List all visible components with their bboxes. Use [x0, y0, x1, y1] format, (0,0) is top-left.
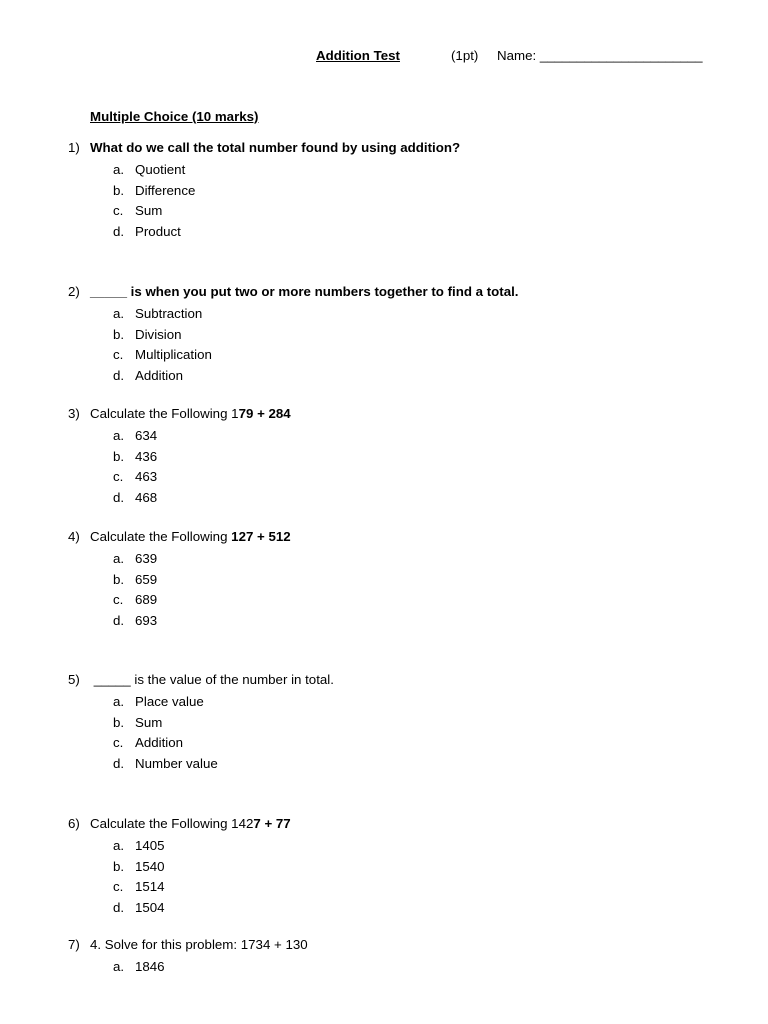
option-item — [113, 447, 157, 468]
option-text: Sum — [135, 203, 163, 219]
section-title: Multiple Choice (10 marks) — [90, 109, 259, 124]
question-text: What do we call the total number found by using addition? — [90, 140, 461, 155]
option-text: Sum — [135, 714, 163, 730]
option-text: 463 — [135, 469, 158, 485]
option-item — [113, 366, 212, 387]
question-number: 2) — [68, 284, 80, 299]
option-text: Place value — [135, 694, 204, 709]
option-item — [113, 426, 157, 447]
option-text: Multiplication — [135, 347, 212, 363]
question-text — [90, 406, 291, 421]
question-expression: 79 + 284 — [238, 406, 291, 421]
question-text: _____ is when you put two or more numbers together to find a total. — [90, 284, 519, 299]
question-number: 3) — [68, 406, 80, 421]
option-letter: a. — [113, 551, 125, 566]
options-list — [113, 304, 212, 386]
options-list — [113, 692, 218, 774]
option-letter: c. — [113, 469, 124, 485]
option-letter: d. — [113, 755, 125, 771]
option-item — [113, 570, 157, 591]
option-text: 1504 — [135, 899, 165, 915]
option-letter: b. — [113, 714, 125, 730]
option-letter: c. — [113, 735, 124, 751]
question-number: 4) — [68, 529, 80, 544]
option-item — [113, 957, 165, 978]
option-text: 436 — [135, 448, 158, 464]
option-text: 689 — [135, 592, 158, 608]
question-text: 4. Solve for this problem: 1734 + 130 — [90, 937, 308, 952]
option-item — [113, 857, 165, 878]
option-item — [113, 304, 212, 325]
option-letter: b. — [113, 326, 125, 342]
name-field-label: Name: ______________________ — [497, 48, 703, 63]
option-letter: d. — [113, 612, 125, 628]
option-text: Product — [135, 223, 181, 239]
option-item — [113, 549, 157, 570]
option-item — [113, 877, 165, 898]
option-text: 1846 — [135, 959, 165, 974]
options-list — [113, 957, 165, 978]
option-letter: a. — [113, 694, 125, 709]
test-title: Addition Test — [316, 48, 400, 63]
option-letter: c. — [113, 347, 124, 363]
option-text: Addition — [135, 367, 184, 383]
option-item — [113, 345, 212, 366]
option-letter: d. — [113, 899, 125, 915]
option-text: Subtraction — [135, 306, 203, 321]
question-text — [90, 816, 291, 831]
question-expression: 7 + 77 — [253, 816, 291, 831]
option-letter: c. — [113, 592, 124, 608]
question-text-plain: Calculate the Following — [90, 529, 232, 544]
option-text: 1540 — [135, 858, 165, 874]
option-text: 468 — [135, 489, 158, 505]
option-letter: d. — [113, 489, 125, 505]
option-item — [113, 692, 218, 713]
option-text: 634 — [135, 428, 158, 443]
points-label: (1pt) — [451, 48, 479, 63]
test-header — [316, 48, 703, 63]
question-expression: 127 + 512 — [231, 529, 291, 544]
option-item — [113, 733, 218, 754]
options-list — [113, 160, 195, 242]
option-letter: c. — [113, 879, 124, 895]
option-text: 659 — [135, 571, 158, 587]
option-text: 693 — [135, 612, 158, 628]
question-text-plain: Calculate the Following 142 — [90, 816, 254, 831]
option-item — [113, 590, 157, 611]
option-letter: c. — [113, 203, 124, 219]
option-letter: a. — [113, 306, 125, 321]
option-letter: b. — [113, 571, 125, 587]
question-text-plain: Calculate the Following 1 — [90, 406, 239, 421]
question-text: _____ is the value of the number in total. — [90, 672, 334, 687]
option-text: Number value — [135, 755, 218, 771]
option-item — [113, 713, 218, 734]
option-text: Division — [135, 326, 182, 342]
option-text: Addition — [135, 735, 184, 751]
question-number: 5) — [68, 672, 80, 687]
option-item — [113, 181, 195, 202]
option-item — [113, 754, 218, 775]
option-item — [113, 467, 157, 488]
option-letter: b. — [113, 448, 125, 464]
option-text: 639 — [135, 551, 158, 566]
option-item — [113, 836, 165, 857]
option-text: Quotient — [135, 162, 186, 177]
option-letter: a. — [113, 162, 125, 177]
question-number: 7) — [68, 937, 80, 952]
option-item — [113, 488, 157, 509]
option-item — [113, 201, 195, 222]
option-letter: b. — [113, 858, 125, 874]
question-number: 1) — [68, 140, 80, 155]
option-letter: a. — [113, 428, 125, 443]
options-list — [113, 836, 165, 918]
option-item — [113, 611, 157, 632]
options-list — [113, 426, 157, 508]
option-letter: a. — [113, 959, 125, 974]
option-item — [113, 325, 212, 346]
option-letter: a. — [113, 838, 125, 853]
option-item — [113, 898, 165, 919]
option-text: 1405 — [135, 838, 165, 853]
option-item — [113, 222, 195, 243]
question-number: 6) — [68, 816, 80, 831]
option-text: Difference — [135, 182, 196, 198]
option-item — [113, 160, 195, 181]
option-letter: d. — [113, 367, 125, 383]
options-list — [113, 549, 157, 631]
option-letter: d. — [113, 223, 125, 239]
option-text: 1514 — [135, 879, 165, 895]
question-text — [90, 529, 291, 544]
option-letter: b. — [113, 182, 125, 198]
